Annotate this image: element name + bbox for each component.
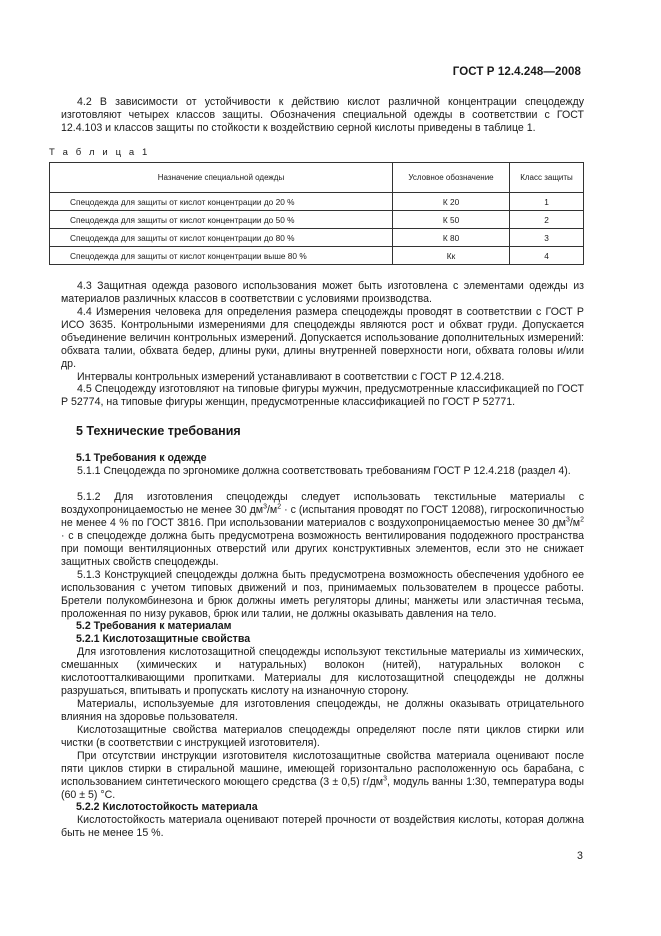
text-run: /м bbox=[569, 517, 581, 530]
paragraph-4-2: 4.2 В зависимости от устойчивости к действию кислот различной концентрации спецодежду изготовляют четырех классов защиты. Обозначения специальной одежды в соответствии с ГОСТ 12.4.103 и классов защиты по стойкости к воздействию серной кислоты приведены в таблице 1. bbox=[61, 96, 584, 135]
table-cell: 3 bbox=[510, 229, 584, 247]
table-cell: К 50 bbox=[393, 211, 510, 229]
subsection-heading-5-2-1: 5.2.1 Кислотозащитные свойства bbox=[76, 633, 251, 645]
protection-class-table bbox=[49, 162, 584, 265]
section-heading-5: 5 Технические требования bbox=[76, 424, 241, 438]
text-run: 5.1.2 Для изготовления спецодежды следует использовать текстильные материалы с воздухопроницаемостью не менее 30 дм bbox=[61, 491, 584, 517]
table-row bbox=[50, 211, 584, 229]
superscript: 3 bbox=[565, 516, 570, 524]
paragraph-5-1-1: 5.1.1 Спецодежда по эргономике должна соответствовать требованиям ГОСТ Р 12.4.218 (раздел 4). bbox=[77, 465, 571, 477]
table-cell: Спецодежда для защиты от кислот концентрации до 80 % bbox=[50, 229, 393, 247]
superscript: 2 bbox=[580, 516, 584, 524]
table-row bbox=[50, 193, 584, 211]
table-cell: К 20 bbox=[393, 193, 510, 211]
paragraph-5-2-2: Кислотостойкость материала оценивают потерей прочности от воздействия кислоты, которая должна быть не менее 15 %. bbox=[61, 814, 584, 840]
paragraph-4-5: 4.5 Спецодежду изготовляют на типовые фигуры мужчин, предусмотренные классификацией по ГОСТ Р 52774, на типовые фигуры женщин, предусмотренные классификацией по ГОСТ Р 52771. bbox=[61, 383, 584, 409]
superscript: 3 bbox=[263, 503, 267, 511]
table-cell: Спецодежда для защиты от кислот концентрации выше 80 % bbox=[50, 247, 393, 265]
paragraph-4-4: 4.4 Измерения человека для определения размера спецодежды проводят в соответствии с ГОСТ Р ИСО 3635. Контрольными измерениями для спецодежды являются рост и обхват груди. Допускается объединение величин контрольных измерений. Допускается использование дополнительных измерений: обхвата талии, обхвата бедер, длины руки, длины внутренней поверхности ноги, обхвата головы и/или др. bbox=[61, 306, 584, 371]
table-header-cell: Назначение специальной одежды bbox=[50, 163, 393, 193]
text-run: , модуль ванны 1:30, температура воды (60 ± 5) °С. bbox=[61, 776, 585, 802]
paragraph-5-2-1-materials: Для изготовления кислотозащитной спецодежды используют текстильные материалы из химических, смешанных (химических и натуральных) волокон (нитей), натуральных волокон с кислотоотталкивающими пропитками. Материалы для кислотозащитной спецодежды не должны разрушаться, впитывать и пропускать кислоту на изнаночную сторону. bbox=[61, 646, 584, 698]
table-cell: 4 bbox=[510, 247, 584, 265]
table-caption: Т а б л и ц а 1 bbox=[49, 147, 150, 158]
text-run: · с (испытания проводят по ГОСТ 12088), гигроскопичностью не менее 4 % по ГОСТ 3816. При использовании материалов с воздухопроницаемостью менее 30 дм bbox=[61, 504, 584, 530]
paragraph-5-1-2 bbox=[61, 491, 584, 570]
subsection-heading-5-2-2: 5.2.2 Кислотостойкость материала bbox=[76, 801, 258, 813]
table-cell: Кк bbox=[393, 247, 510, 265]
table-cell: Спецодежда для защиты от кислот концентрации до 50 % bbox=[50, 211, 393, 229]
superscript: 3 bbox=[383, 775, 387, 783]
table-header-cell: Класс защиты bbox=[510, 163, 584, 193]
page-number: 3 bbox=[577, 850, 583, 862]
table-row bbox=[50, 229, 584, 247]
table-header-row bbox=[50, 163, 584, 193]
table-row bbox=[50, 247, 584, 265]
paragraph-5-2-1-test bbox=[61, 750, 584, 802]
subsection-heading-5-2: 5.2 Требования к материалам bbox=[76, 620, 232, 632]
table-header-cell: Условное обозначение bbox=[393, 163, 510, 193]
paragraph-4-4-intervals: Интервалы контрольных измерений устанавливают в соответствии с ГОСТ Р 12.4.218. bbox=[77, 371, 505, 383]
subsection-heading-5-1: 5.1 Требования к одежде bbox=[76, 452, 207, 464]
paragraph-5-2-1-health: Материалы, используемые для изготовления спецодежды, не должны оказывать отрицательного влияния на здоровье пользователя. bbox=[61, 698, 584, 724]
document-id-header: ГОСТ Р 12.4.248—2008 bbox=[452, 66, 581, 78]
superscript: 2 bbox=[277, 503, 282, 511]
text-run: При отсутствии инструкции изготовителя кислотозащитные свойства материала оценивают после пяти циклов стирки в стиральной машине, имеющей горизонтально расположенную ось барабана, с использованием синтетического моющего средства (3 ± 0,5) г/дм bbox=[61, 750, 584, 789]
paragraph-4-3: 4.3 Защитная одежда разового использования может быть изготовлена с элементами одежды из материалов различных классов в соответствии с условиями производства. bbox=[61, 280, 584, 306]
text-run: · с в спецодежде должна быть предусмотрена возможность вентилирования пододежного пространства при помощи вентиляционных отверстий или других конструктивных элементов, если это не снижает защитных свойств спецодежды. bbox=[61, 530, 584, 569]
table-cell: К 80 bbox=[393, 229, 510, 247]
paragraph-5-1-3: 5.1.3 Конструкцией спецодежды должна быть предусмотрена возможность обеспечения удобного ее использования с учетом типовых движений и поз, принимаемых пользователем в процессе работы. Бретели полукомбинезона и брюк должны иметь регуляторы длины; манжеты или эластичная тесьма, проложенная по низу рукавов, брюк или талии, не должны оказывать давления на тело. bbox=[61, 569, 584, 621]
text-run: /м bbox=[266, 504, 278, 517]
table-cell: 2 bbox=[510, 211, 584, 229]
table-cell: Спецодежда для защиты от кислот концентрации до 20 % bbox=[50, 193, 393, 211]
paragraph-5-2-1-washing: Кислотозащитные свойства материалов спецодежды определяют после пяти циклов стирки или чистки (в соответствии с инструкцией изготовителя). bbox=[61, 724, 584, 750]
table-cell: 1 bbox=[510, 193, 584, 211]
